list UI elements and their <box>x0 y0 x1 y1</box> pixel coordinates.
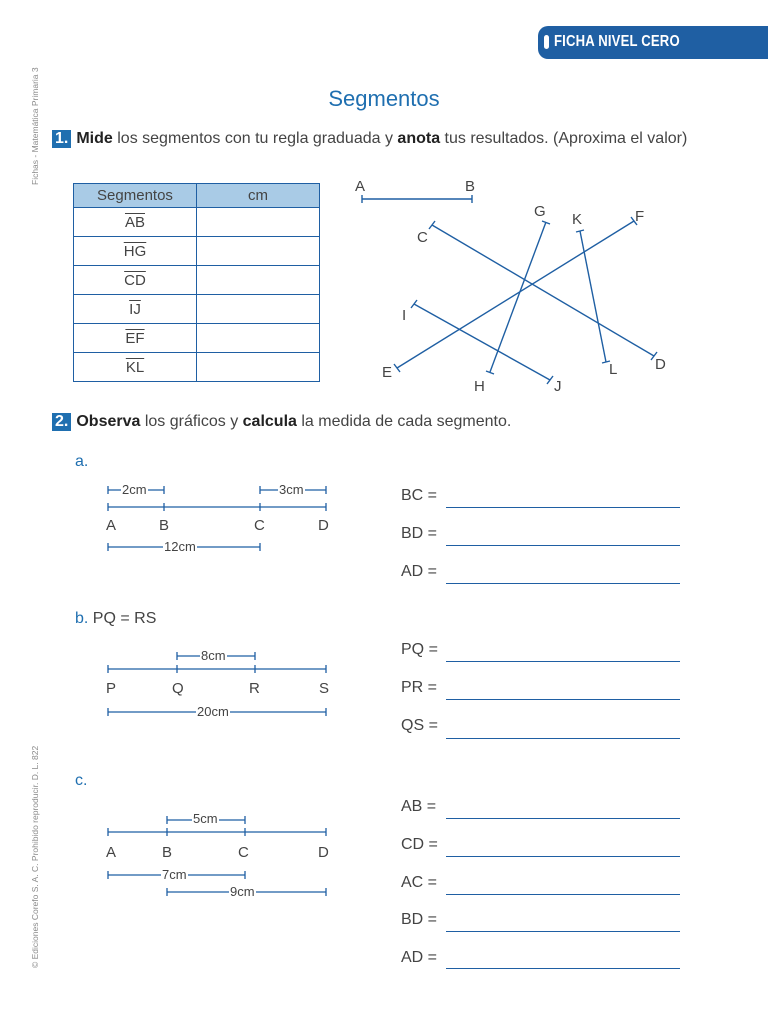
point-label-g: G <box>534 203 546 220</box>
q1-text-1: los segmentos con tu regla graduada y <box>112 130 398 147</box>
measure-label: 20cm <box>197 704 229 719</box>
q2-text-2: la medida de cada segmento. <box>296 413 512 430</box>
side-caption-bottom: © Ediciones Corefo S. A. C. Prohibido reproducir. D. L. 822 <box>30 745 40 968</box>
question-2-number: 2. <box>52 413 71 431</box>
q1-verb-2: anota <box>397 130 441 147</box>
point-label-c: C <box>417 229 428 246</box>
q2-text-1: los gráficos y <box>140 413 243 430</box>
table-header-segments: Segmentos <box>74 184 197 208</box>
segment-name: $\overline{HG}$ <box>123 242 147 260</box>
q2-verb-2: calcula <box>242 413 297 430</box>
point-label-b: B <box>465 178 476 195</box>
measure-label: 12cm <box>164 539 196 554</box>
answer-line[interactable] <box>446 894 680 895</box>
point-label: A <box>106 844 117 861</box>
answer-line[interactable] <box>446 968 680 969</box>
point-label: Q <box>172 680 184 697</box>
point-label: B <box>162 844 173 861</box>
point-label-e: E <box>382 364 393 381</box>
segment-name: $\overline{IJ}$ <box>129 300 141 318</box>
segment-name: $\overline{EF}$ <box>125 329 145 347</box>
equation-label: AB = <box>401 798 437 815</box>
segment-name: $\overline{CD}$ <box>124 271 146 289</box>
answer-line[interactable] <box>446 856 680 857</box>
point-label-k: K <box>572 211 583 228</box>
equation-label: AD = <box>401 563 438 580</box>
equation-label: BD = <box>401 525 438 542</box>
point-label: C <box>254 517 265 534</box>
equation-label: PR = <box>401 679 438 696</box>
equation-label: CD = <box>401 836 438 853</box>
point-label: A <box>106 517 117 534</box>
page-title: Segmentos <box>328 86 440 111</box>
point-label: D <box>318 844 329 861</box>
equation-label: QS = <box>401 717 438 734</box>
part-b-condition: PQ = RS <box>92 610 157 627</box>
point-label: S <box>319 680 330 697</box>
part-a-label: a. <box>75 453 89 470</box>
measure-label: 5cm <box>193 811 218 826</box>
equation-label: PQ = <box>401 641 438 658</box>
point-label-a: A <box>355 178 366 195</box>
point-label-d: D <box>655 356 666 373</box>
point-label-l: L <box>609 361 618 378</box>
segment-name: $\overline{KL}$ <box>125 358 145 376</box>
measure-label: 9cm <box>230 884 255 899</box>
part-b-letter: b. <box>75 610 89 627</box>
point-label: C <box>238 844 249 861</box>
question-1-number: 1. <box>52 130 71 148</box>
point-label-j: J <box>554 378 562 395</box>
q1-verb-1: Mide <box>76 130 113 147</box>
measure-label: 3cm <box>279 482 304 497</box>
table-header-cm: cm <box>197 184 320 208</box>
equation-label: BD = <box>401 911 438 928</box>
point-label-f: F <box>635 208 645 225</box>
segment-name: $\overline{AB}$ <box>124 213 145 231</box>
q2-verb-1: Observa <box>76 413 141 430</box>
point-label: P <box>106 680 117 697</box>
point-label-i: I <box>402 307 407 324</box>
part-c-label: c. <box>75 772 88 789</box>
point-label-h: H <box>474 378 485 395</box>
measure-label: 8cm <box>201 648 226 663</box>
measure-label: 2cm <box>122 482 147 497</box>
answer-line[interactable] <box>446 931 680 932</box>
answer-line[interactable] <box>446 818 680 819</box>
side-caption-top: Fichas - Matemática Primaria 3 <box>30 67 40 185</box>
point-label: B <box>159 517 170 534</box>
measure-label: 7cm <box>162 867 187 882</box>
equation-label: AC = <box>401 874 438 891</box>
q1-text-2: tus resultados. (Aproxima el valor) <box>440 130 688 147</box>
point-label: D <box>318 517 329 534</box>
point-label: R <box>249 680 260 697</box>
equation-label: BC = <box>401 487 438 504</box>
equation-label: AD = <box>401 949 438 966</box>
banner-text: FICHA NIVEL CERO <box>554 33 680 50</box>
